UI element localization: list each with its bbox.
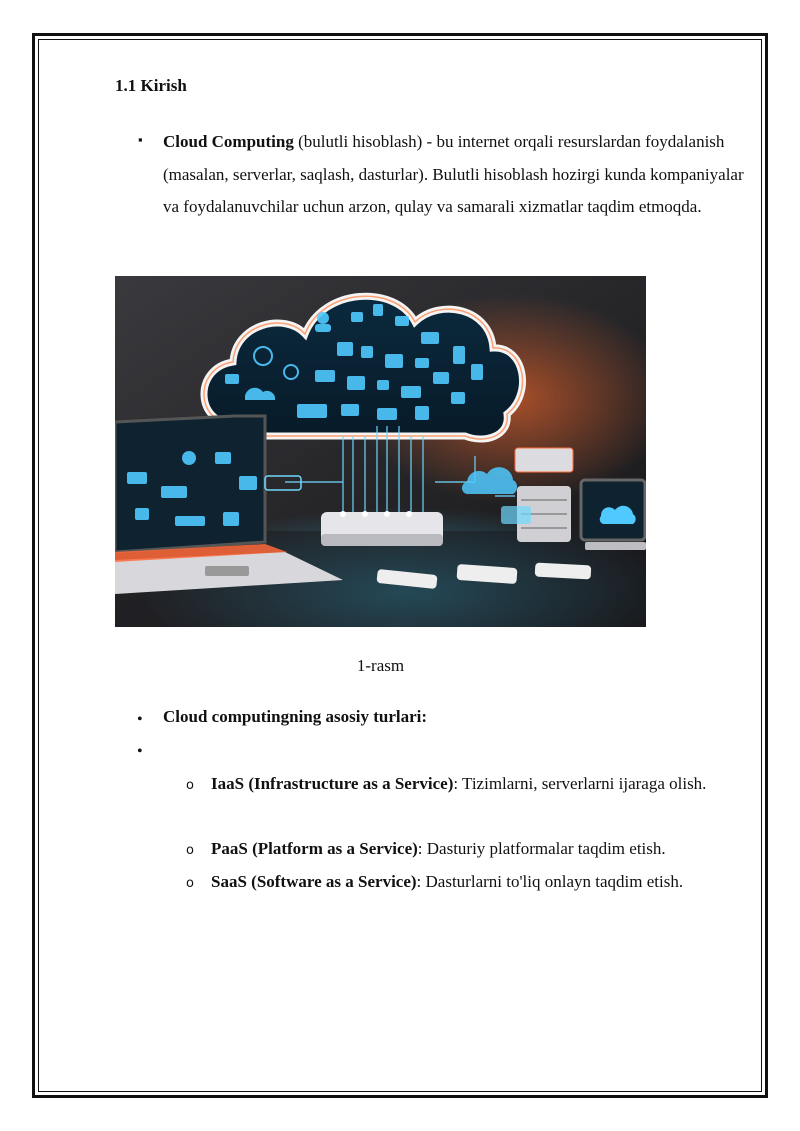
types-title: Cloud computingning asosiy turlari:	[163, 707, 428, 726]
circle-bullet-icon: o	[186, 876, 194, 891]
type-item-desc: : Dasturlarni to'liq onlayn taqdim etish.	[416, 872, 684, 891]
type-item-desc: : Tizimlarni, serverlarni ijaraga olish.	[453, 774, 707, 793]
type-item-name: PaaS (Platform as a Service)	[211, 839, 418, 858]
intro-paragraph	[163, 126, 753, 224]
type-item-saas	[211, 866, 751, 899]
bullet-icon: •	[137, 711, 143, 728]
type-item-name: SaaS (Software as a Service)	[211, 872, 417, 891]
bullet-icon: •	[137, 743, 143, 760]
bullet-icon: ▪	[138, 132, 143, 147]
type-item-desc: : Dasturiy platformalar taqdim etish.	[417, 839, 666, 858]
section-heading: 1.1 Kirish	[115, 76, 187, 95]
circle-bullet-icon: o	[186, 843, 194, 858]
type-item-paas	[211, 833, 751, 866]
type-item-iaas	[211, 768, 751, 801]
cloud-computing-illustration	[115, 276, 646, 627]
figure-caption: 1-rasm	[356, 656, 405, 675]
intro-text: (bulutli hisoblash) - bu internet orqali resurslardan foydalanish (masalan, serverlar, saqlash, dasturlar). Bulutli hisoblash hozirgi kunda kompaniyalar va foydalanuvchilar uchun arzon, qulay va samarali xizmatlar taqdim etmoqda.	[163, 132, 744, 216]
type-item-name: IaaS (Infrastructure as a Service)	[211, 774, 454, 793]
intro-term: Cloud Computing	[163, 132, 294, 151]
circle-bullet-icon: o	[186, 778, 194, 793]
